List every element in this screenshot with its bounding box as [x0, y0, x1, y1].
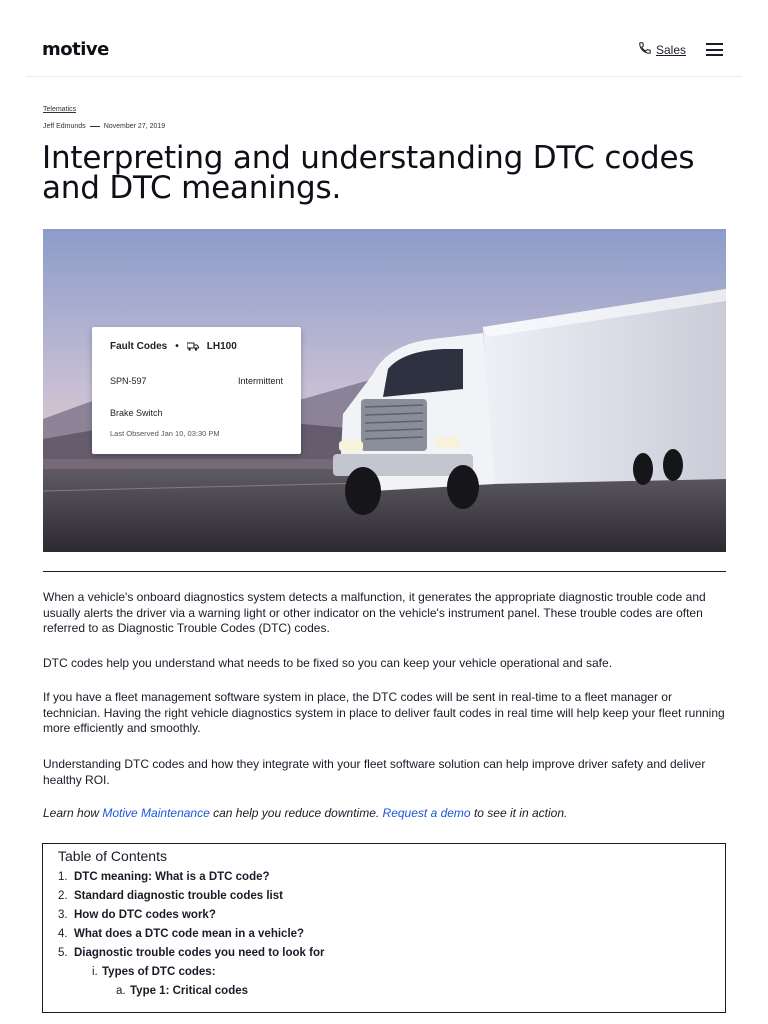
hero-image [43, 229, 726, 552]
fault-code: SPN-597 [110, 376, 147, 386]
toc-subitem[interactable]: i. Types of DTC codes: [92, 966, 216, 978]
page-title: Interpreting and understanding DTC codes and DTC meanings. [42, 140, 695, 206]
hamburger-menu-icon[interactable] [706, 43, 723, 56]
fault-codes-card [92, 327, 301, 454]
toc-title: Table of Contents [58, 848, 167, 864]
byline [43, 123, 165, 130]
toc-subsubitem[interactable]: a. Type 1: Critical codes [116, 985, 249, 997]
sales-link[interactable] [638, 41, 686, 58]
toc-item[interactable]: 1. DTC meaning: What is a DTC code? [58, 871, 270, 883]
article-paragraph-1: When a vehicle's onboard diagnostics system detects a malfunction, it generates the appropriate diagnostic trouble code and usually alerts the driver via a warning light or other indicator on the vehicle's instrument panel. These trouble codes are often referred to as Diagnostic Trouble Codes (DTC) codes. [43, 590, 706, 635]
category-link[interactable]: Telematics [43, 106, 77, 113]
toc-item[interactable]: 4. What does a DTC code mean in a vehicle? [58, 928, 305, 940]
fault-card-bullet: • [175, 341, 179, 352]
article-cta-paragraph [43, 806, 726, 822]
author-name[interactable]: Jeff Edmunds [43, 123, 86, 130]
section-divider [43, 571, 726, 572]
request-demo-link[interactable]: Request a demo [382, 806, 471, 820]
fault-last-observed: Last Observed Jan 10, 03:30 PM [110, 429, 220, 438]
motive-maintenance-link[interactable]: Motive Maintenance [102, 806, 210, 820]
fault-card-vehicle: LH100 [206, 341, 237, 352]
publish-date: November 27, 2019 [103, 123, 166, 130]
article-paragraph-3: If you have a fleet management software system in place, the DTC codes will be sent in real-time to a fleet manager or technician. Having the right vehicle diagnostics system in place to deliver fault codes in real time will help keep your fleet running more efficiently and smoothly. [43, 690, 725, 735]
cta-text-mid: can help you reduce downtime. [209, 806, 383, 820]
cta-text-post: to see it in action. [470, 806, 568, 820]
article-paragraph-2: DTC codes help you understand what needs to be fixed so you can keep your vehicle operational and safe. [43, 656, 613, 670]
fault-component: Brake Switch [110, 408, 163, 418]
site-header [26, 26, 742, 77]
toc-item[interactable]: 3. How do DTC codes work? [58, 909, 216, 921]
fault-card-title: Fault Codes [110, 341, 168, 352]
table-of-contents [42, 843, 726, 1013]
truck-icon [187, 342, 199, 351]
toc-list [58, 868, 324, 1001]
toc-item[interactable]: 5. Diagnostic trouble codes you need to look for [58, 947, 325, 959]
toc-item[interactable]: 2. Standard diagnostic trouble codes list [58, 890, 283, 902]
byline-divider [90, 126, 100, 127]
phone-icon [638, 41, 652, 58]
sales-label: Sales [656, 42, 687, 57]
fault-status: Intermittent [237, 376, 283, 386]
cta-text-pre: Learn how [43, 806, 103, 820]
article-paragraph-4: Understanding DTC codes and how they integrate with your fleet software solution can help improve driver safety and deliver healthy ROI. [43, 757, 706, 787]
motive-logo[interactable]: motive [42, 39, 109, 60]
